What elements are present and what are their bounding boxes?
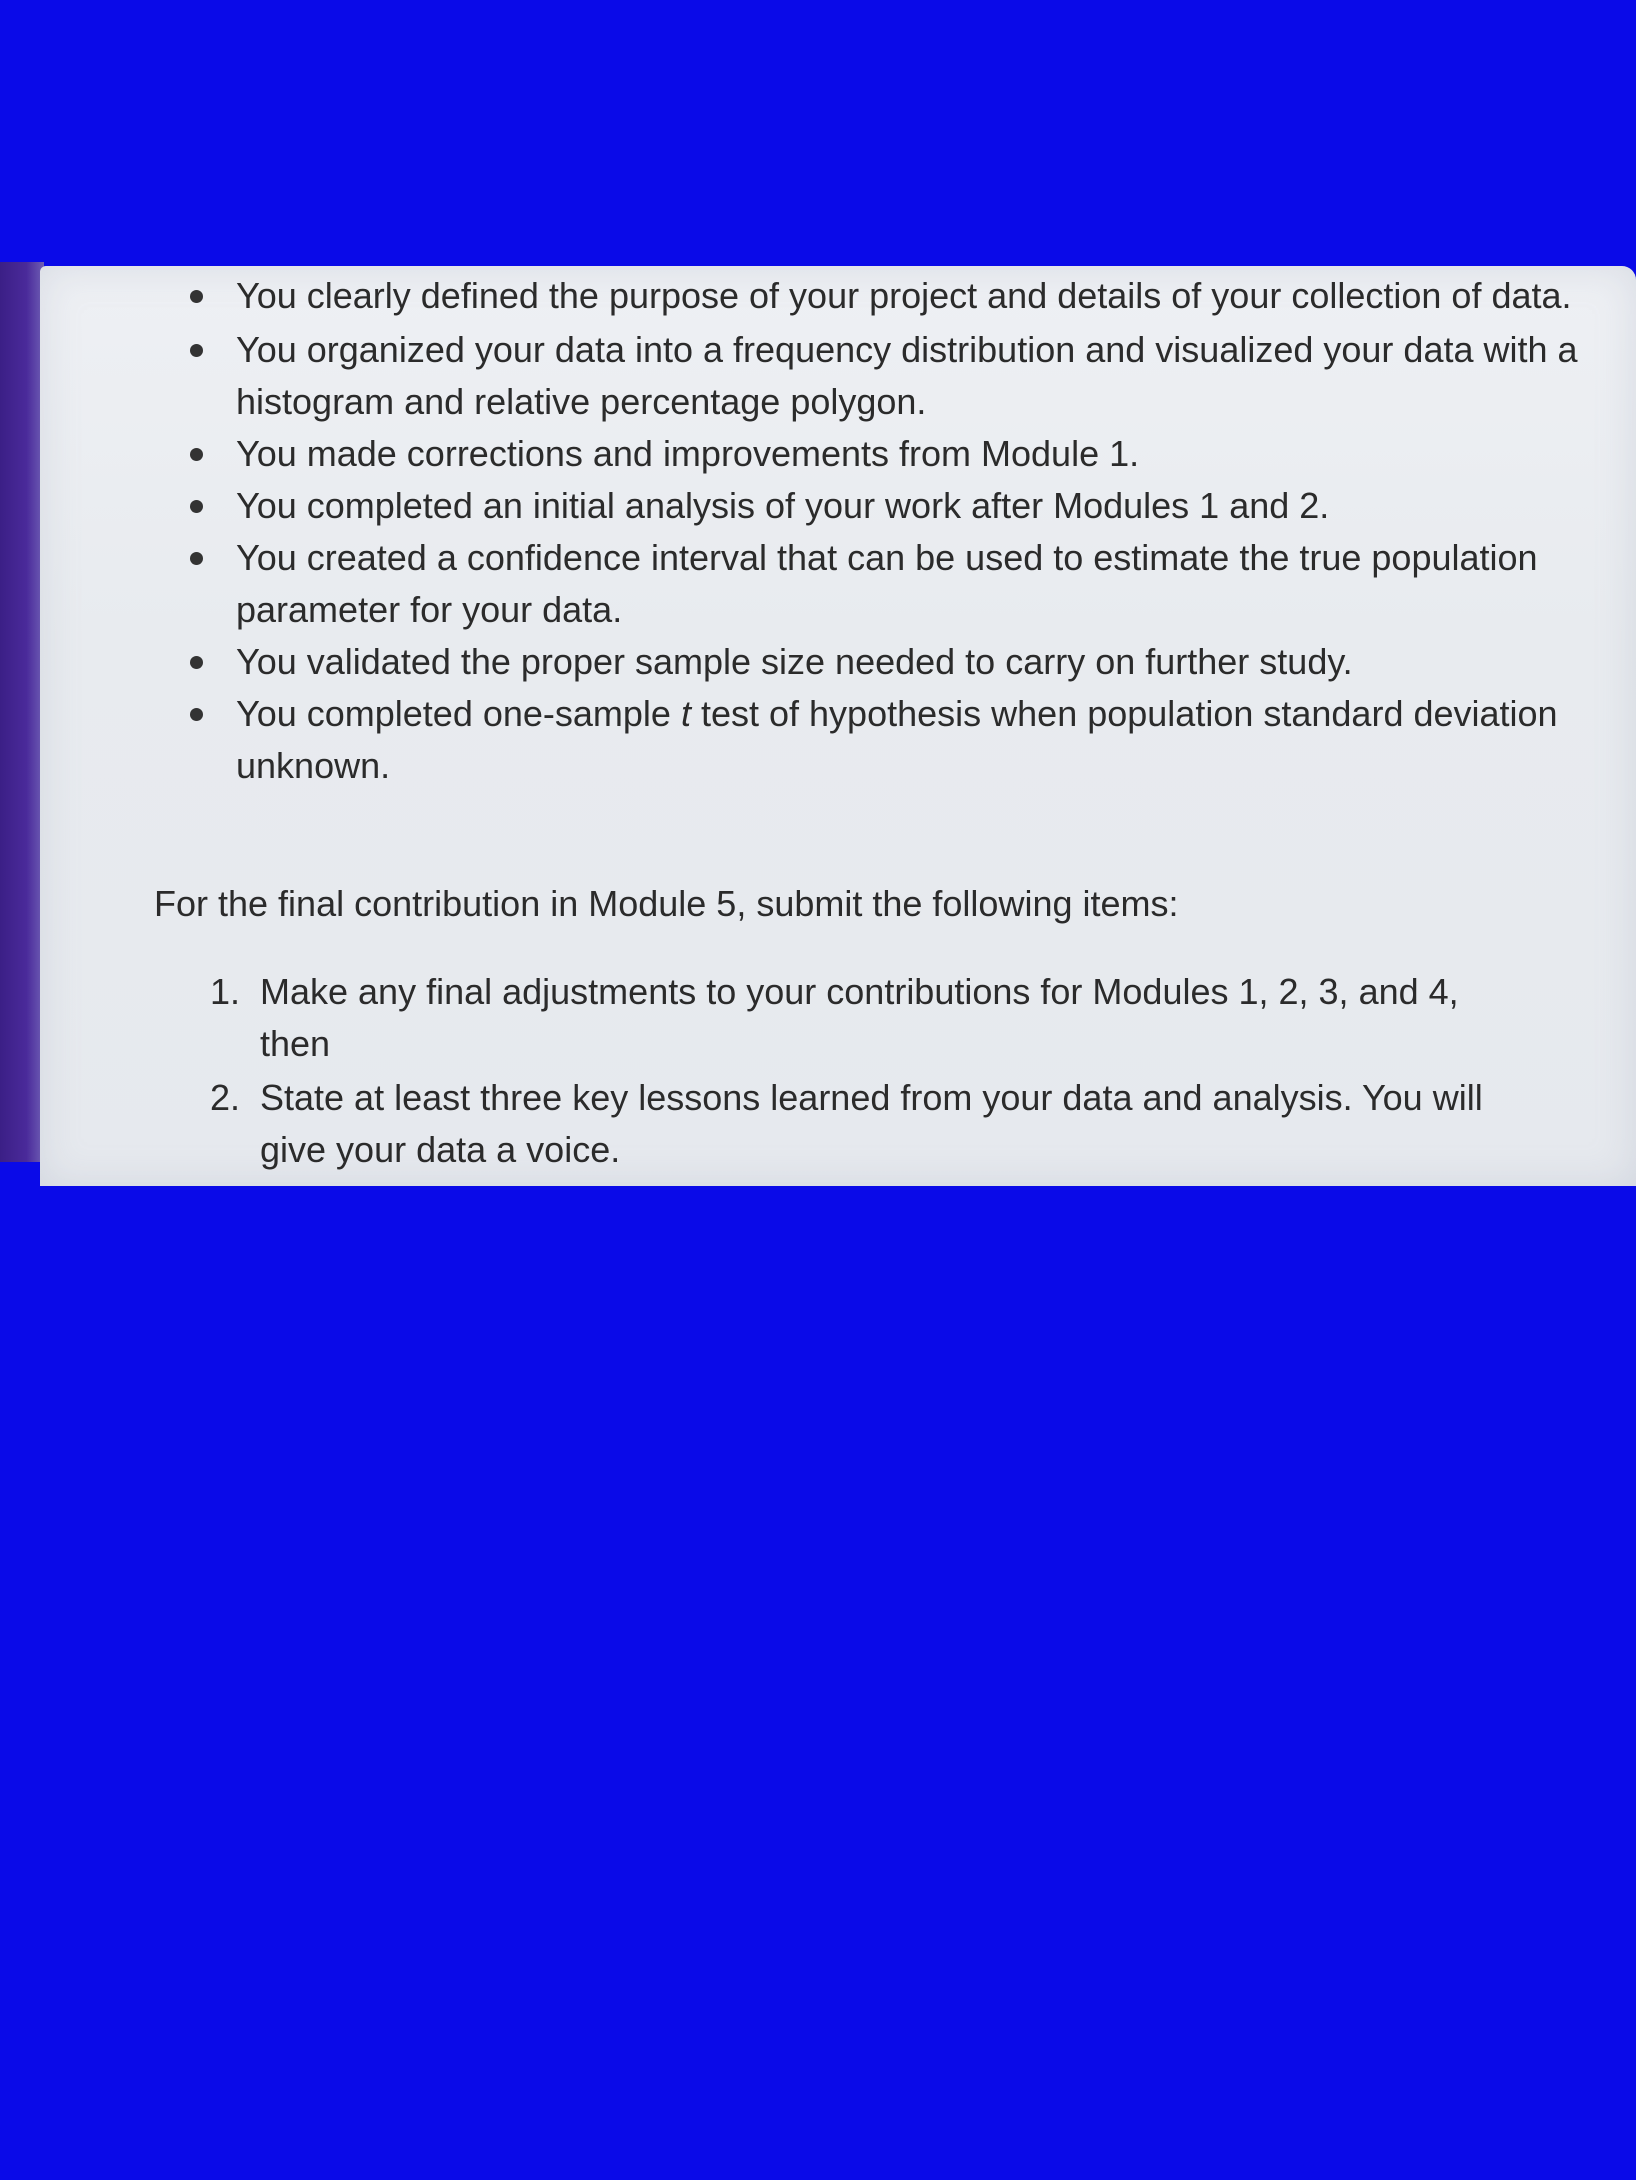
item-number: 1.: [210, 971, 241, 1012]
bullet-icon: [190, 290, 203, 303]
numbered-item-text: State at least three key lessons learned from your data and analysis. You will give your data a voice.: [260, 1077, 1483, 1170]
list-item-text: You completed an initial analysis of your work after Modules 1 and 2.: [236, 485, 1330, 526]
numbered-item-text: Make any final adjustments to your contributions for Modules 1, 2, 3, and 4, then: [260, 971, 1459, 1064]
list-item: [190, 636, 1590, 688]
list-item-text: You validated the proper sample size needed to carry on further study.: [236, 641, 1353, 682]
list-item: [190, 532, 1590, 636]
list-item-text: You made corrections and improvements from Module 1.: [236, 433, 1140, 474]
bullet-icon: [190, 500, 203, 513]
bullet-icon: [190, 552, 203, 565]
list-item: [190, 324, 1590, 428]
list-item-text: You organized your data into a frequency distribution and visualized your data with a histogram and relative percentage polygon.: [236, 329, 1578, 422]
list-item-text: You clearly defined the purpose of your project and details of your collection of data.: [236, 275, 1572, 316]
screen-bezel-edge: [0, 262, 44, 1162]
numbered-item: [210, 966, 1510, 1070]
accomplishments-list: [190, 270, 1590, 792]
list-item-text: You created a confidence interval that can be used to estimate the true population parameter for your data.: [236, 537, 1538, 630]
bullet-icon: [190, 448, 203, 461]
bullet-icon: [190, 656, 203, 669]
item-number: 2.: [210, 1077, 241, 1118]
t-statistic-symbol: t: [680, 693, 691, 734]
list-item-text-post: test of hypothesis when population standard deviation unknown.: [236, 693, 1558, 786]
list-item: [190, 428, 1590, 480]
bullet-icon: [190, 708, 203, 721]
submission-items-list: [210, 966, 1510, 1176]
list-item: [190, 270, 1590, 322]
instructions-lead: For the final contribution in Module 5, submit the following items:: [154, 883, 1179, 924]
bullet-icon: [190, 344, 203, 357]
numbered-item: [210, 1072, 1510, 1176]
list-item-text-pre: You completed one-sample: [236, 693, 681, 734]
list-item: [190, 480, 1590, 532]
list-item: [190, 688, 1590, 792]
